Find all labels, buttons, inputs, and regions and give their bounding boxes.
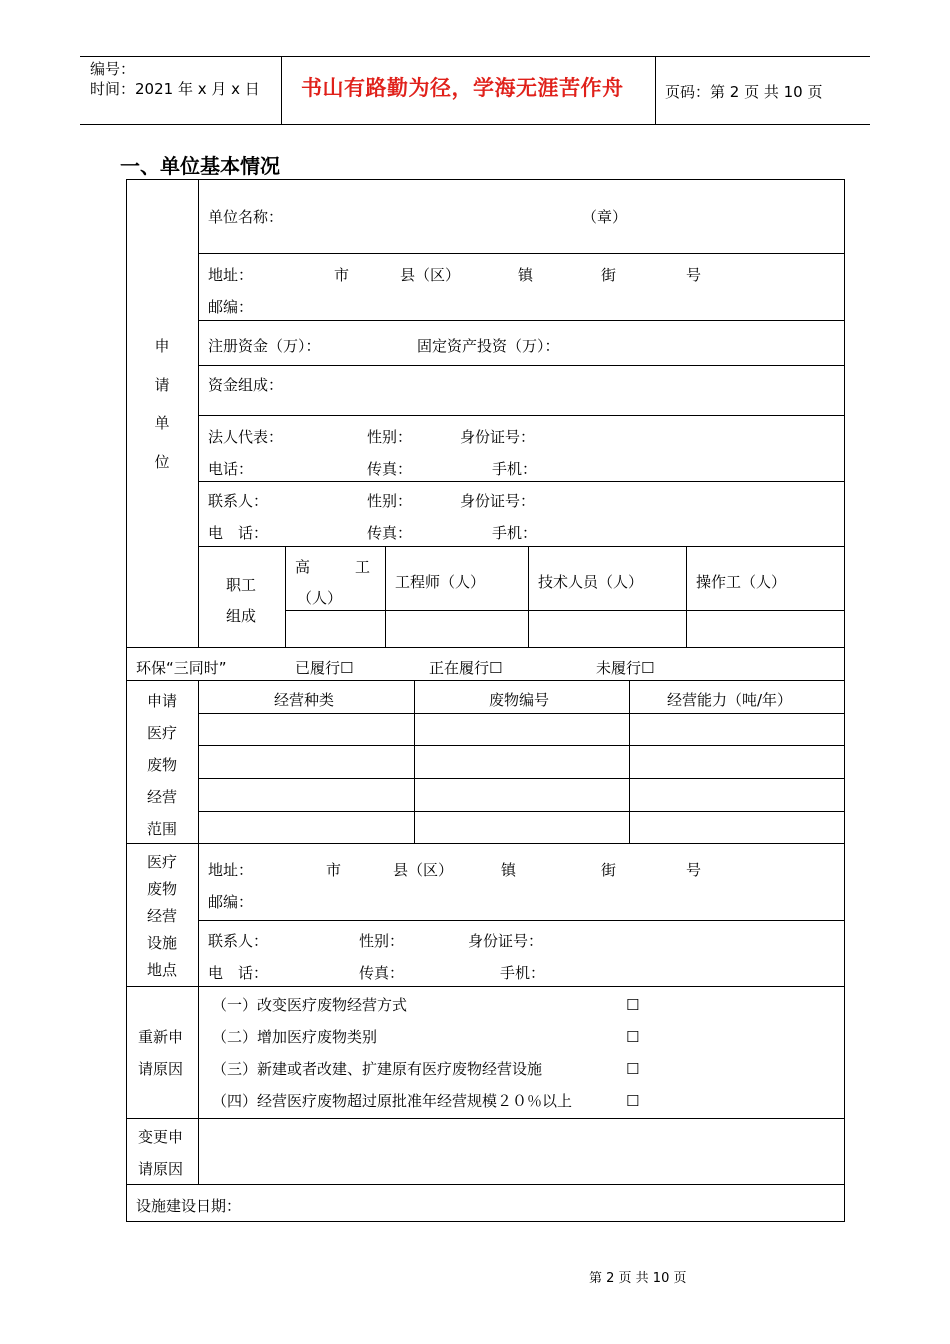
address-label: 地址： [208, 266, 254, 284]
header-motto: 书山有路勤为径，学海无涯苦作舟 [301, 76, 624, 100]
contact-fax-label: 传真： [367, 524, 413, 542]
side-line: 设施 [147, 934, 178, 952]
facility-fax-label: 传真： [359, 964, 405, 982]
engineer-header: 工程师（人） [395, 573, 486, 591]
page-footer: 第 2 页 共 10 页 [589, 1271, 687, 1286]
side-line: 医疗 [147, 724, 178, 742]
reapply-reason-1: （一）改变医疗废物经营方式 [212, 996, 408, 1014]
reapply-reason-2: （二）增加医疗废物类别 [212, 1028, 378, 1046]
header-top-rule [80, 56, 870, 57]
side-line: 废物 [147, 880, 178, 898]
side-line: 经营 [147, 788, 178, 806]
reapply-checkbox-4[interactable]: ☐ [626, 1092, 640, 1110]
registered-capital-label: 注册资金（万）： [208, 337, 321, 355]
change-reason-label: 变更申 [138, 1128, 184, 1146]
eia-done-option[interactable]: 已履行☐ [295, 659, 354, 677]
capital-composition-label: 资金组成： [208, 376, 284, 394]
contact-mobile-label: 手机： [492, 524, 538, 542]
reapply-label: 重新申 [138, 1028, 184, 1046]
side-line: 范围 [147, 820, 178, 838]
facility-phone-label: 电 话： [208, 964, 269, 982]
facility-id-label: 身份证号： [468, 932, 544, 950]
side-char: 请 [154, 376, 170, 394]
side-char: 申 [154, 337, 170, 355]
eia-label: 环保“三同时” [136, 659, 227, 677]
facility-address-county: 县（区） [393, 861, 454, 879]
legal-phone-label: 电话： [208, 460, 254, 478]
facility-address-city: 市 [326, 861, 342, 879]
column-waste-code: 废物编号 [489, 691, 550, 709]
reapply-checkbox-3[interactable]: ☐ [626, 1060, 640, 1078]
seal-label: （章） [582, 208, 628, 226]
senior-engineer-unit: （人） [297, 589, 343, 607]
address-street: 街 [601, 266, 617, 284]
column-capacity: 经营能力（吨/年） [667, 691, 793, 709]
facility-address-number: 号 [686, 861, 702, 879]
document-code-label: 编号： [90, 60, 136, 78]
address-number: 号 [686, 266, 702, 284]
side-char: 位 [154, 453, 170, 471]
contact-gender-label: 性别： [367, 492, 413, 510]
reapply-reason-3: （三）新建或者改建、扩建原有医疗废物经营设施 [212, 1060, 543, 1078]
contact-person-label: 联系人： [208, 492, 269, 510]
facility-gender-label: 性别： [359, 932, 405, 950]
side-line: 医疗 [147, 853, 178, 871]
facility-address-label: 地址： [208, 861, 254, 879]
side-line: 经营 [147, 907, 178, 925]
unit-name-label: 单位名称： [208, 208, 284, 226]
contact-phone-label: 电 话： [208, 524, 269, 542]
side-line: 地点 [147, 961, 178, 979]
build-date-label: 设施建设日期： [136, 1197, 242, 1215]
operator-header: 操作工（人） [696, 573, 787, 591]
facility-mobile-label: 手机： [500, 964, 546, 982]
reapply-checkbox-2[interactable]: ☐ [626, 1028, 640, 1046]
staff-label: 职工 [226, 576, 257, 594]
eia-not-done-option[interactable]: 未履行☐ [596, 659, 655, 677]
postcode-label: 邮编： [208, 298, 254, 316]
fixed-assets-label: 固定资产投资（万）： [417, 337, 560, 355]
side-char: 单 [154, 414, 170, 432]
legal-id-label: 身份证号： [460, 428, 536, 446]
facility-postcode-label: 邮编： [208, 893, 254, 911]
reapply-reason-4: （四）经营医疗废物超过原批准年经营规模２０％以上 [212, 1092, 573, 1110]
legal-fax-label: 传真： [367, 460, 413, 478]
column-business-type: 经营种类 [274, 691, 335, 709]
legal-rep-label: 法人代表： [208, 428, 284, 446]
legal-mobile-label: 手机： [492, 460, 538, 478]
document-time-label: 时间：2021 年 x 月 x 日 [90, 80, 260, 98]
facility-address-street: 街 [601, 861, 617, 879]
side-line: 废物 [147, 756, 178, 774]
senior-engineer-header: 高 工 [295, 558, 371, 576]
address-town: 镇 [518, 266, 534, 284]
header-divider [281, 56, 282, 125]
reapply-checkbox-1[interactable]: ☐ [626, 996, 640, 1014]
facility-address-town: 镇 [501, 861, 517, 879]
address-city: 市 [334, 266, 350, 284]
technician-header: 技术人员（人） [538, 573, 644, 591]
staff-label: 组成 [226, 607, 257, 625]
facility-contact-label: 联系人： [208, 932, 269, 950]
header-page-label: 页码：第 2 页 共 10 页 [665, 83, 823, 101]
address-county: 县（区） [400, 266, 461, 284]
side-line: 申请 [147, 692, 178, 710]
eia-in-progress-option[interactable]: 正在履行☐ [429, 659, 503, 677]
legal-gender-label: 性别： [367, 428, 413, 446]
reapply-label: 请原因 [138, 1060, 184, 1078]
header-divider [655, 56, 656, 125]
change-reason-label: 请原因 [138, 1160, 184, 1178]
section-title: 一、单位基本情况 [120, 154, 280, 178]
contact-id-label: 身份证号： [460, 492, 536, 510]
header-bottom-rule [80, 124, 870, 125]
